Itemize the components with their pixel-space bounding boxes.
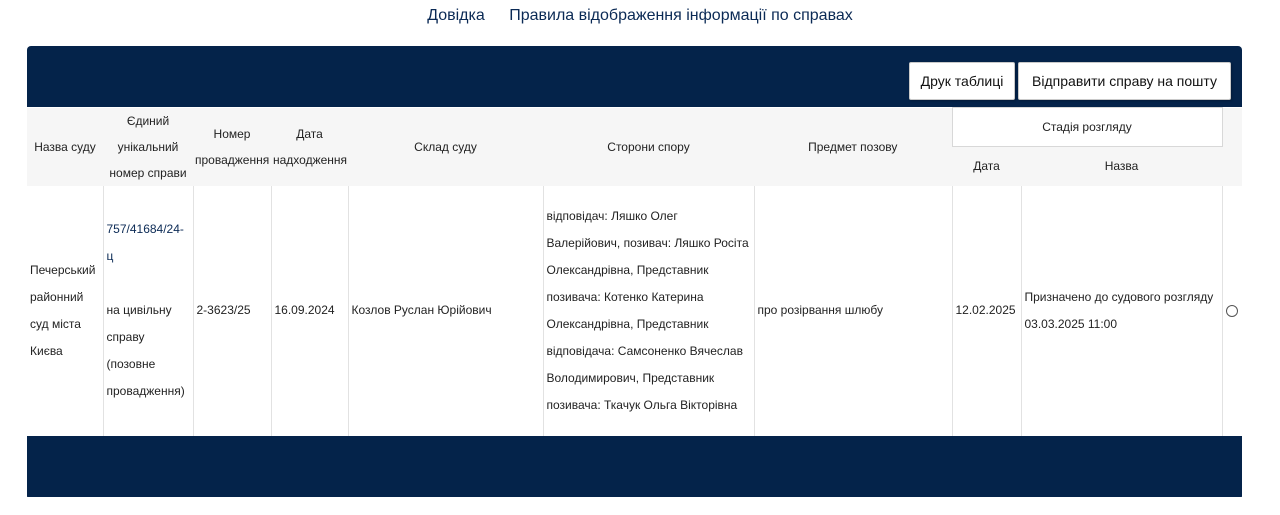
- case-type-text: на цивільну справу (позовне провадження): [106, 303, 185, 398]
- header-proceeding-number: Номер провадження: [193, 108, 271, 186]
- header-parties: Сторони спору: [543, 108, 754, 186]
- cell-select: [1222, 186, 1242, 436]
- cell-parties: відповідач: Ляшко Олег Валерійович, позивач: Ляшко Росіта Олександрівна, Представник позивача: Котенко Катерина Олександрівна, Представник відповідача: Самсоненко Вячеслав Володимирович, Представник позивача: Ткачук Ольга Вікторівна: [543, 186, 754, 436]
- cell-subject: про розірвання шлюбу: [754, 186, 952, 436]
- case-panel: [27, 46, 1242, 500]
- header-case-number: Єдиний унікальний номер справи: [103, 108, 193, 186]
- rules-link[interactable]: Правила відображення інформації по справах: [509, 7, 853, 24]
- table-footer-bar: [27, 436, 1242, 497]
- cell-court: Печерський районний суд міста Києва: [27, 186, 103, 436]
- row-select-radio[interactable]: [1226, 305, 1238, 317]
- table-row: [27, 186, 1242, 436]
- cases-table: [27, 107, 1242, 436]
- top-links: [0, 7, 1280, 25]
- cell-proceeding-number: 2-3623/25: [193, 186, 271, 436]
- header-stage: Стадія розгляду: [952, 108, 1222, 147]
- header-date-received: Дата надходження: [271, 108, 348, 186]
- header-composition: Склад суду: [348, 108, 543, 186]
- header-stage-date: Дата: [952, 147, 1021, 186]
- header-subject: Предмет позову: [754, 108, 952, 186]
- help-link[interactable]: Довідка: [427, 7, 485, 24]
- header-court: Назва суду: [27, 108, 103, 186]
- cell-composition: Козлов Руслан Юрійович: [348, 186, 543, 436]
- header-select: [1222, 108, 1242, 186]
- cell-date-received: 16.09.2024: [271, 186, 348, 436]
- cell-stage-name: Призначено до судового розгляду 03.03.2025 11:00: [1021, 186, 1222, 436]
- case-number-link[interactable]: 757/41684/24-ц: [106, 222, 184, 263]
- cell-case-number: [103, 186, 193, 436]
- header-stage-name: Назва: [1021, 147, 1222, 186]
- cell-stage-date: 12.02.2025: [952, 186, 1021, 436]
- print-table-button[interactable]: Друк таблиці: [909, 62, 1015, 100]
- send-case-email-button[interactable]: Відправити справу на пошту: [1018, 62, 1231, 100]
- table-toolbar: [27, 46, 1242, 107]
